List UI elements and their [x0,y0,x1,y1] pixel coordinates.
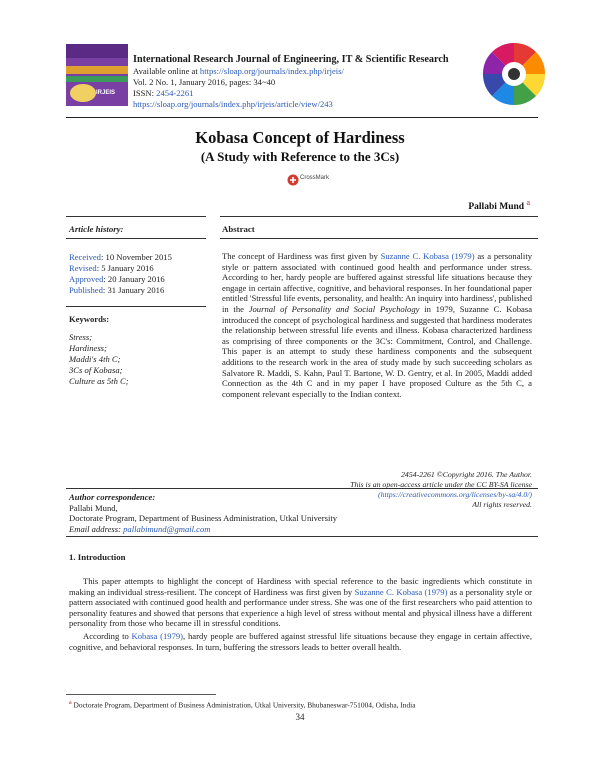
author-affiliation-mark[interactable]: a [526,198,530,207]
history-top-rule [66,216,206,217]
history-date: : 10 November 2015 [100,252,172,262]
history-date: : 20 January 2016 [103,274,165,284]
history-date: : 31 January 2016 [102,285,165,295]
history-received [69,252,172,263]
license-line: This is an open-access article under the CC BY-SA license [350,480,532,489]
issn-label: ISSN: [133,88,157,98]
journal-title: International Research Journal of Engineering, IT & Scientific Research [133,54,449,65]
correspondence-bottom-rule [66,536,538,537]
history-published [69,285,172,296]
crossmark-badge[interactable] [287,174,330,186]
history-label: Published [69,285,103,295]
abstract-bottom-rule [220,238,538,239]
history-label: Approved [69,274,104,284]
intro-text: as a personality style or pattern associated with continued good health and performance under stress. She was one of the first researchers who paid attention to personality features and showed that persons that experience a high level of stress without mental and physical illness have a different personality from those who became ill in stressful conditions. [69,586,533,629]
abstract-body [222,251,532,399]
available-prefix: Available online at [133,66,200,76]
available-online [133,66,473,77]
email-link[interactable]: pallabimund@gmail.com [123,523,211,534]
crossmark-label: CrossMark [300,175,330,181]
crossmark-icon [287,174,299,186]
correspondence-affiliation: Doctorate Program, Department of Business Administration, Utkal University [69,513,338,523]
keyword-item: Culture as 5th C; [69,376,129,386]
keyword-item: Maddi's 4th C; [69,354,121,364]
header-divider [66,117,538,118]
history-revised [69,263,172,274]
issn-link[interactable]: 2454-2261 [156,88,194,98]
journal-url-link[interactable]: https://sloap.org/journals/index.php/irjeis/ [199,66,344,76]
issn [133,88,473,99]
journal-cover-image [66,44,128,106]
abstract-text: The concept of Hardiness was first given by [222,251,381,261]
intro-citation-link[interactable]: Kobasa (1979) [131,630,184,641]
history-bottom-rule [66,238,206,239]
history-label: Revised [69,263,97,273]
introduction-heading: 1. Introduction [69,552,126,562]
history-label: Received [69,252,101,262]
abstract-text: in 1979, Suzanne C. Kobasa introduced the concept of psychological hardiness and suggested that hardiness moderates the relationship between stressful life events and illness. Kobasa characterized hardiness as comprising of three components or the 3C's: Commitment, Control, and Challenge. This paper is an attempt to study these hardiness components and the subsequent additions to the research work in the area of study made by such succeeding scholars as Salvatore R. Maddi, S. Kahn, Paul T. Bartone, W. D. Gentry, et al. In 2005, Maddi added Connection as the 4th C and in my paper I have proposed Culture as the 5th C, a component relevant especially to the Indian context. [222,303,533,399]
page-number: 34 [295,712,305,722]
article-history-heading: Article history: [69,224,124,234]
keyword-item: Stress; [69,332,93,342]
paper-title: Kobasa Concept of Hardiness [195,128,405,147]
footnote [69,700,415,709]
introduction-body [69,576,532,654]
intro-text: According to [83,630,132,641]
footnote-rule [66,694,216,695]
history-date: : 5 January 2016 [96,263,154,273]
email-label: Email address: [69,523,124,534]
copyright-line: 2454-2261 ©Copyright 2016. The Author. [401,470,532,479]
abstract-text: as a personality style or pattern associated with continued good health and performance under stress. According to her, hardy people are buffered against stressful life situations because they engage in certain affective, cognitive, and behavioral responses. In her foundational paper entitled 'Stressful life events, personality, and health: An inquiry into hardiness', published in the [222,251,533,314]
intro-text: , hardy people are buffered against stressful life situations because they engage in certain affective, cognitive, and behavioral responses. In turn, buffering the stressors leads to better overall health. [69,630,532,652]
history-approved [69,274,172,285]
correspondence-name: Pallabi Mund, [69,502,118,513]
article-url-link[interactable]: https://sloap.org/journals/index.php/irjeis/article/view/243 [133,99,333,109]
author-line [300,198,530,212]
correspondence-heading: Author correspondence: [69,492,156,502]
article-history-list [69,252,172,296]
keywords-list [69,332,129,387]
journal-header [133,54,473,110]
intro-citation-link[interactable]: Suzanne C. Kobasa (1979) [354,586,448,597]
volume-info: Vol. 2 No. 1, January 2016, pages: 34~40 [133,77,276,87]
abstract-heading: Abstract [222,224,255,234]
footnote-mark: a [69,700,72,706]
keyword-item: 3Cs of Kobasa; [69,365,123,375]
intro-paragraph [69,576,532,629]
intro-text: This paper attempts to highlight the concept of Hardiness with special reference to the basic ingredients which constitute in making an individual stress-resilient. The concept of Hardiness was first given by [69,576,532,597]
footnote-text: Doctorate Program, Department of Business Administration, Utkal University, Bhubaneswar-751004, Odisha, India [73,700,416,710]
intro-paragraph [69,631,532,652]
keyword-item: Hardiness; [69,343,107,353]
paper-subtitle: (A Study with Reference to the 3Cs) [200,149,400,164]
keywords-top-rule [66,306,206,307]
author-correspondence [69,492,337,534]
keywords-heading: Keywords: [69,314,110,324]
correspondence-top-rule [66,488,538,489]
journal-logo-wheel [482,42,546,106]
cover-label: IRJEIS [96,90,116,96]
correspondence-email-row [69,524,337,535]
license-link[interactable]: (https://creativecommons.org/licenses/by-sa/4.0/) [377,490,532,499]
rights-line: All rights reserved. [472,500,532,509]
journal-reference: Journal of Personality and Social Psychology [248,303,420,314]
author-name: Pallabi Mund [468,202,525,213]
abstract-citation-link[interactable]: Suzanne C. Kobasa (1979) [380,251,475,261]
abstract-top-rule [220,216,538,217]
